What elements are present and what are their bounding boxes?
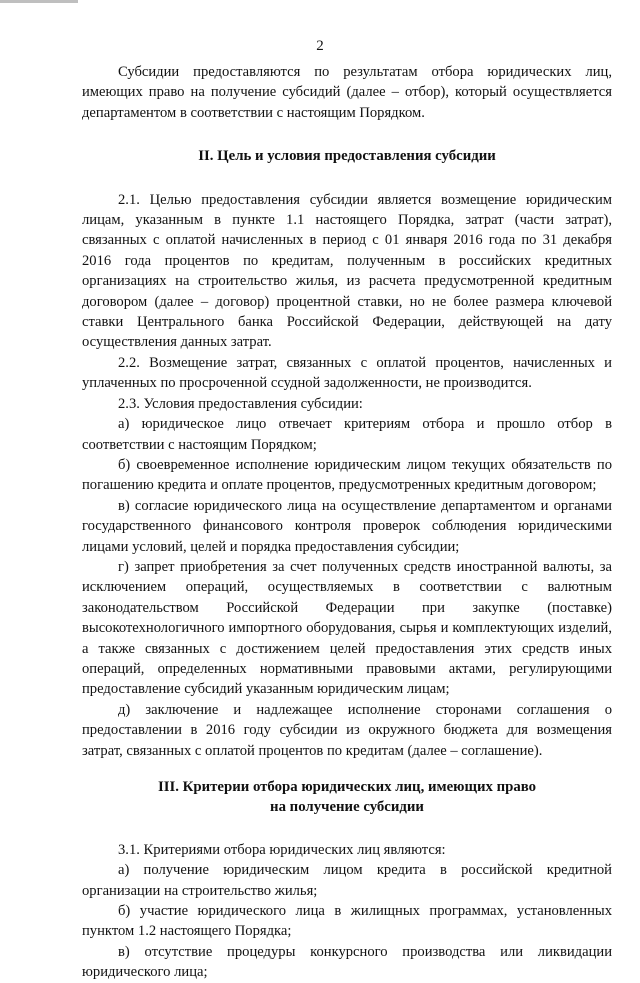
scan-edge-mark [0,0,78,3]
section-3-heading-line-1: III. Критерии отбора юридических лиц, имеющих право [157,779,537,795]
paragraph-3-1: 3.1. Критериями отбора юридических лиц являются: [118,841,446,858]
document-body [82,62,612,983]
criterion-a: а) получение юридическим лицом кредита в российской кредитной организации на строительство жилья; [82,862,612,899]
condition-b: б) своевременное исполнение юридическим лицом текущих обязательств по погашению кредита и оплате процентов, предусмотренных кредитным договором; [82,456,612,494]
paragraph-2-3: 2.3. Условия предоставления субсидии: [118,395,363,412]
paragraph-2-2: 2.2. Возмещение затрат, связанных с оплатой процентов, начисленных и уплаченных по просроченной ссудной задолженности, не производится. [82,354,612,392]
condition-d: д) заключение и надлежащее исполнение сторонами соглашения о предоставлении в 2016 году субсидии из окружного бюджета для возмещения затрат, связанных с оплатой процентов по кредитам (далее – соглашение). [82,701,612,759]
section-3-heading-line-2: на получение субсидии [270,799,424,816]
criterion-b: б) участие юридического лица в жилищных программах, установленных пунктом 1.2 настоящего Порядка; [82,903,612,940]
paragraph-2-1: 2.1. Целью предоставления субсидии является возмещение юридическим лицам, указанным в пункте 1.1 настоящего Порядка, затрат (части затрат), связанных с оплатой начисленных в период с 01 января 2016 года по 31 декабря 2016 года процентов по кредитам, полученным в российских кредитных организациях на строительство жилья, из расчета предусмотренной кредитным договором (далее – договор) процентной ставки, но не более размера ключевой ставки Центрального банка Российской Федерации, действующей на дату осуществления данных затрат. [82,191,612,351]
condition-a: а) юридическое лицо отвечает критериям отбора и прошло отбор в соответствии с настоящим Порядком; [82,416,612,453]
intro-paragraph: Субсидии предоставляются по результатам отбора юридических лиц, имеющих право на получение субсидий (далее – отбор), который осуществляется департаментом в соответствии с настоящим Порядком. [82,64,612,121]
criterion-v: в) отсутствие процедуры конкурсного производства или ликвидации юридического лица; [82,943,612,981]
condition-g: г) запрет приобретения за счет полученных средств иностранной валюты, за исключением операций, осуществляемых в соответствии с валютным законодательством Российской Федерации при закупке (поставке) высокотехнологичного импортного оборудования, сырья и комплектующих изделий, а также связанных с достижением целей предоставления этих средств иных операций, определенных нормативными правовыми актами, регулирующими предоставление субсидий указанным юридическим лицам; [82,558,612,698]
section-3-heading [82,777,612,818]
page-number: 2 [316,38,324,54]
section-2-heading: II. Цель и условия предоставления субсидии [198,148,496,165]
condition-v: в) согласие юридического лица на осуществление департаментом и органами государственного финансового контроля проверок соблюдения юридическими лицами условий, целей и порядка предоставления субсидии; [82,497,612,555]
